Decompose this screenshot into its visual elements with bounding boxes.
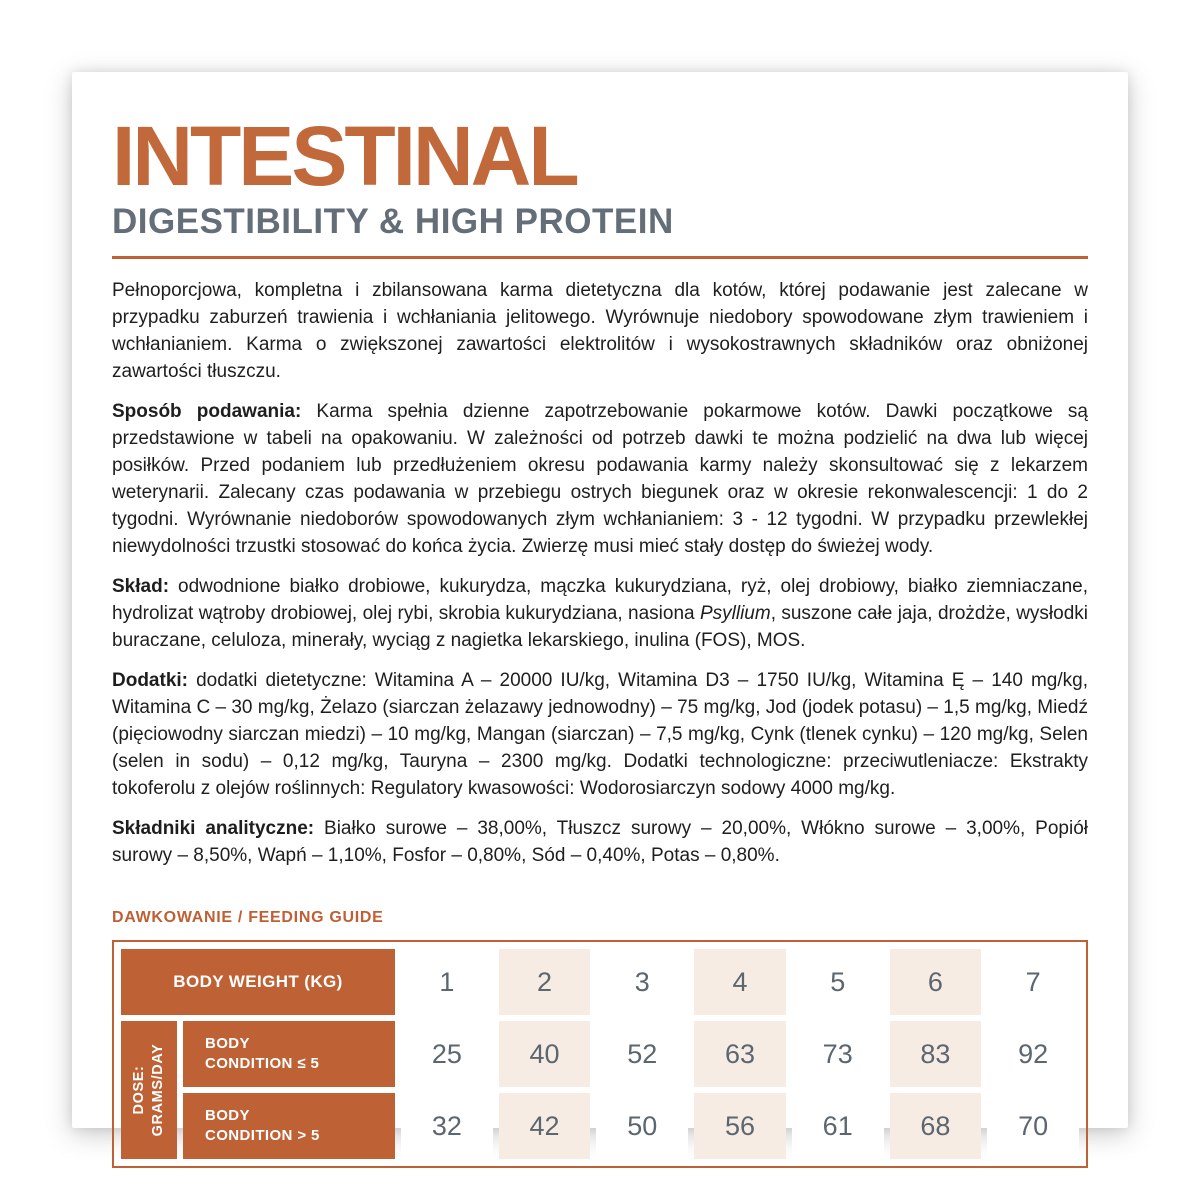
weight-cell: 2	[499, 949, 591, 1015]
dose-axis-label-cell	[121, 1021, 177, 1159]
additives-label: Dodatki:	[112, 670, 188, 691]
dose-value-cell: 32	[401, 1093, 493, 1159]
product-title: INTESTINAL	[112, 109, 577, 203]
dose-value-cell: 63	[694, 1021, 786, 1087]
condition-gt5-line2: CONDITION > 5	[205, 1127, 320, 1144]
dose-value-cell: 70	[987, 1093, 1079, 1159]
weight-cell: 4	[694, 949, 786, 1015]
product-subtitle: DIGESTIBILITY & HIGH PROTEIN	[112, 202, 674, 241]
body-weight-header-cell: BODY WEIGHT (KG)	[121, 949, 395, 1015]
row-label-condition-gt5	[183, 1093, 395, 1159]
paragraph-composition	[112, 573, 1088, 654]
weight-cell: 5	[792, 949, 884, 1015]
row-label-condition-le5	[183, 1021, 395, 1087]
paragraph-description	[112, 277, 1088, 385]
dose-value-cell: 56	[694, 1093, 786, 1159]
feeding-guide-heading: DAWKOWANIE / FEEDING GUIDE	[112, 909, 384, 926]
condition-gt5-line1: BODY	[205, 1106, 250, 1124]
weight-cell: 3	[596, 949, 688, 1015]
dose-value-cell: 52	[596, 1021, 688, 1087]
composition-label: Skład:	[112, 576, 170, 597]
feeding-guide-grid	[121, 949, 1079, 1159]
dose-value-cell: 73	[792, 1021, 884, 1087]
dose-value-cell: 40	[499, 1021, 591, 1087]
composition-text-b: , suszone całe jaja, drożdże, wysłodki buraczane, celuloza, minerały, wyciąg z nagietka lekarskiego, inulina (FOS), MOS.	[112, 603, 1088, 651]
paragraph-additives	[112, 667, 1088, 802]
dose-value-cell: 61	[792, 1093, 884, 1159]
usage-label: Sposób podawania:	[112, 401, 302, 422]
paragraph-analytical	[112, 815, 1088, 869]
analytical-text: Białko surowe – 38,00%, Tłuszcz surowy – 20,00%, Włókno surowe – 3,00%, Popiół surowy – 8,50%, Wapń – 1,10%, Fosfor – 0,80%, Sód – 0,40%, Potas – 0,80%.	[112, 818, 1088, 866]
dose-label-line2: GRAMS/DAY	[150, 1043, 166, 1137]
condition-le5-line2: CONDITION ≤ 5	[205, 1055, 320, 1072]
usage-text: Karma spełnia dzienne zapotrzebowanie pokarmowe kotów. Dawki początkowe są przedstawione w tabeli na opakowaniu. W zależności od potrzeb dawki te można podzielić na dwa lub więcej posiłków. Przed podaniem lub przedłużeniem okresu podawania karmy należy skonsultować się z lekarzem weterynarii. Zalecany czas podawania w przebiegu ostrych biegunek oraz w okresie rekonwalescencji: 1 do 2 tygodni. Wyrównanie niedoborów spowodowanych złym wchłanianiem: 3 - 12 tygodni. W przypadku przewlekłej niewydolności trzustki stosować do końca życia. Zwierzę musi mieć stały dostęp do świeżej wody.	[112, 401, 1088, 557]
dose-value-cell: 83	[890, 1021, 982, 1087]
description-text: Pełnoporcjowa, kompletna i zbilansowana karma dietetyczna dla kotów, której podawanie jest zalecane w przypadku zaburzeń trawienia i wchłaniania jelitowego. Wyrównuje niedobory spowodowane złym trawieniem i wchłanianiem. Karma o zwiększonej zawartości elektrolitów i wysokostrawnych składników oraz obniżonej zawartości tłuszczu.	[112, 280, 1088, 382]
weight-cell: 7	[987, 949, 1079, 1015]
dose-value-cell: 92	[987, 1021, 1079, 1087]
dose-value-cell: 25	[401, 1021, 493, 1087]
dose-value-cell: 68	[890, 1093, 982, 1159]
dose-label-line1: DOSE:	[131, 1065, 148, 1115]
analytical-label: Składniki analityczne:	[112, 818, 315, 839]
dose-axis-label	[130, 1044, 168, 1137]
weight-cell: 6	[890, 949, 982, 1015]
composition-text-a: odwodnione białko drobiowe, kukurydza, mączka kukurydziana, ryż, olej drobiowy, białko ziemniaczane, hydrolizat wątroby drobiowej, olej rybi, skrobia kukurydziana, nasiona	[112, 576, 1088, 624]
additives-text: dodatki dietetyczne: Witamina A – 20000 IU/kg, Witamina D3 – 1750 IU/kg, Witamina Ę – 140 mg/kg, Witamina C – 30 mg/kg, Żelazo (siarczan żelazawy jednowodny) – 75 mg/kg, Jod (jodek potasu) – 1,5 mg/kg, Miedź (pięciowodny siarczan miedzi) – 10 mg/kg, Mangan (siarczan) – 7,5 mg/kg, Cynk (tlenek cynku) – 120 mg/kg, Selen (selen in sodu) – 0,12 mg/kg, Tauryna – 2300 mg/kg. Dodatki technologiczne: przeciwutleniacze: Ekstrakty tokoferolu z olejów roślinnych: Regulatory kwasowości: Wodorosiarczyn sodowy 4000 mg/kg.	[112, 670, 1088, 799]
title-divider	[112, 256, 1088, 259]
feeding-guide-table	[112, 940, 1088, 1168]
paragraph-usage	[112, 398, 1088, 560]
dose-value-cell: 50	[596, 1093, 688, 1159]
condition-le5-line1: BODY	[205, 1034, 250, 1052]
dose-value-cell: 42	[499, 1093, 591, 1159]
weight-cell: 1	[401, 949, 493, 1015]
product-label-card	[72, 72, 1128, 1144]
composition-italic-term: Psyllium	[699, 603, 771, 624]
